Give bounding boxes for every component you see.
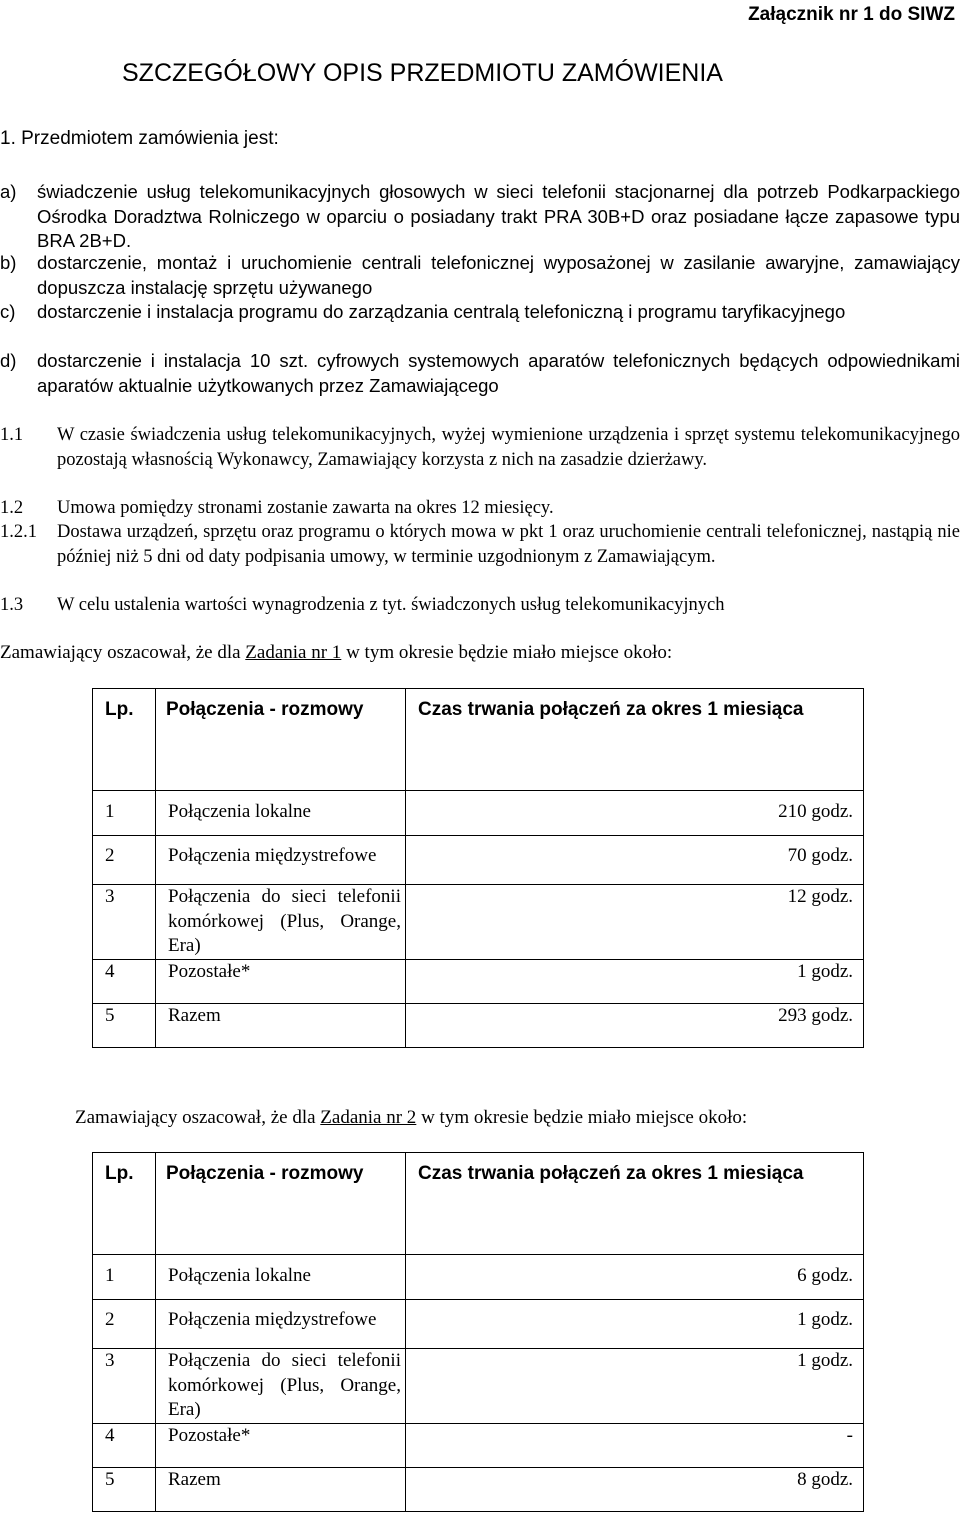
table-row	[93, 1003, 864, 1047]
row-name: Połączenia międzystrefowe	[168, 845, 377, 866]
header-calls: Połączenia - rozmowy	[166, 1163, 364, 1184]
row-name: Pozostałe*	[168, 1424, 251, 1446]
row-lp: 5	[105, 1004, 115, 1026]
point-number: 1.3	[0, 595, 24, 615]
list-item-text: dostarczenie, montaż i uruchomienie centrali telefonicznej wyposażonej w zasilanie awaryjne, zamawiający dopuszcza instalację sprzętu używanego	[37, 252, 960, 298]
list-item-c	[0, 300, 960, 325]
point-text: W celu ustalenia wartości wynagrodzenia z tyt. świadczonych usług telekomunikacyjnych	[57, 595, 725, 615]
row-value: 1 godz.	[797, 960, 853, 982]
row-value: 210 godz.	[778, 801, 853, 822]
table-row	[93, 1349, 864, 1424]
table-row	[93, 791, 864, 836]
point-text: Dostawa urządzeń, sprzętu oraz programu o których mowa w pkt 1 oraz uruchomienie centrali telefonicznej, nastąpią nie później niż 5 dni od daty podpisania umowy, w terminie uzgodnionym z Zamawiającym.	[57, 522, 960, 567]
row-value: 12 godz.	[787, 886, 853, 907]
intro-text: w tym okresie będzie miało miejsce około:	[416, 1107, 748, 1128]
row-name: Połączenia lokalne	[168, 1265, 311, 1286]
row-value: 293 godz.	[778, 1004, 853, 1026]
row-name: Połączenia do sieci telefonii komórkowej (Plus, Orange, Era)	[168, 886, 401, 956]
row-name: Połączenia lokalne	[168, 801, 311, 822]
row-name: Razem	[168, 1004, 221, 1026]
list-item-label: d)	[0, 350, 17, 371]
row-value: 1 godz.	[797, 1309, 853, 1330]
row-name: Połączenia międzystrefowe	[168, 1309, 377, 1330]
list-item-a	[0, 180, 960, 254]
table-row	[93, 836, 864, 885]
point-number: 1.1	[0, 425, 24, 445]
task-reference: Zadania nr 1	[245, 642, 342, 663]
header-lp: Lp.	[105, 699, 134, 720]
header-duration: Czas trwania połączeń za okres 1 miesiąca	[418, 1163, 804, 1184]
point-1-2-1	[0, 520, 960, 569]
row-lp: 2	[105, 845, 115, 866]
task-reference: Zadania nr 2	[320, 1107, 417, 1128]
list-item-label: a)	[0, 181, 17, 202]
point-text: W czasie świadczenia usług telekomunikacyjnych, wyżej wymienione urządzenia i sprzęt systemu telekomunikacyjnego pozostają własnością Wykonawcy, Zamawiający korzysta z nich na zasadzie dzierżawy.	[57, 425, 960, 470]
row-lp: 4	[105, 1424, 115, 1446]
section-heading: 1. Przedmiotem zamówienia jest:	[0, 128, 279, 149]
task2-intro	[75, 1107, 747, 1129]
header-calls: Połączenia - rozmowy	[166, 699, 364, 720]
table-row	[93, 1467, 864, 1511]
row-name: Połączenia do sieci telefonii komórkowej (Plus, Orange, Era)	[168, 1350, 401, 1420]
header-duration: Czas trwania połączeń za okres 1 miesiąca	[418, 699, 804, 720]
point-number: 1.2.1	[0, 522, 37, 542]
list-item-label: c)	[0, 301, 16, 322]
row-lp: 3	[105, 1350, 115, 1371]
list-item-text: dostarczenie i instalacja 10 szt. cyfrowych systemowych aparatów telefonicznych będących odpowiednikami aparatów aktualnie użytkowanych przez Zamawiającego	[37, 350, 960, 396]
list-item-b	[0, 251, 960, 300]
list-item-d	[0, 349, 960, 398]
table-row	[93, 1423, 864, 1467]
table-row	[93, 1300, 864, 1349]
table-row	[93, 959, 864, 1003]
row-lp: 5	[105, 1468, 115, 1490]
row-value: 6 godz.	[797, 1265, 853, 1286]
point-1-1	[0, 423, 960, 472]
row-lp: 1	[105, 1265, 115, 1286]
table-row	[93, 885, 864, 960]
task2-table	[92, 1152, 864, 1512]
intro-text: w tym okresie będzie miało miejsce około:	[341, 642, 673, 663]
intro-text: Zamawiający oszacował, że dla	[75, 1107, 321, 1128]
row-name: Razem	[168, 1468, 221, 1490]
row-name: Pozostałe*	[168, 960, 251, 982]
row-lp: 4	[105, 960, 115, 982]
annex-label: Załącznik nr 1 do SIWZ	[748, 4, 955, 25]
row-value: 70 godz.	[787, 845, 853, 866]
point-number: 1.2	[0, 498, 24, 518]
row-lp: 2	[105, 1309, 115, 1330]
task1-table	[92, 688, 864, 1048]
point-text: Umowa pomiędzy stronami zostanie zawarta na okres 12 miesięcy.	[57, 498, 554, 518]
row-value: -	[846, 1424, 853, 1446]
list-item-text: dostarczenie i instalacja programu do zarządzania centralą telefoniczną i programu taryfikacyjnego	[37, 301, 846, 322]
document-title: SZCZEGÓŁOWY OPIS PRZEDMIOTU ZAMÓWIENIA	[122, 59, 723, 87]
task1-intro	[0, 642, 672, 664]
point-1-2	[0, 496, 960, 521]
header-lp: Lp.	[105, 1163, 134, 1184]
list-item-label: b)	[0, 252, 17, 273]
table-row	[93, 1255, 864, 1300]
row-lp: 3	[105, 886, 115, 907]
point-1-3	[0, 593, 960, 618]
row-value: 1 godz.	[797, 1350, 853, 1371]
intro-text: Zamawiający oszacował, że dla	[0, 642, 246, 663]
row-value: 8 godz.	[797, 1468, 853, 1490]
table-header-row	[93, 1153, 864, 1255]
table-header-row	[93, 689, 864, 791]
list-item-text: świadczenie usług telekomunikacyjnych głosowych w sieci telefonii stacjonarnej dla potrzeb Podkarpackiego Ośrodka Doradztwa Rolniczego w oparciu o posiadany trakt PRA 30B+D oraz posiadane łącze zapasowe typu BRA 2B+D.	[37, 181, 960, 251]
row-lp: 1	[105, 801, 115, 822]
